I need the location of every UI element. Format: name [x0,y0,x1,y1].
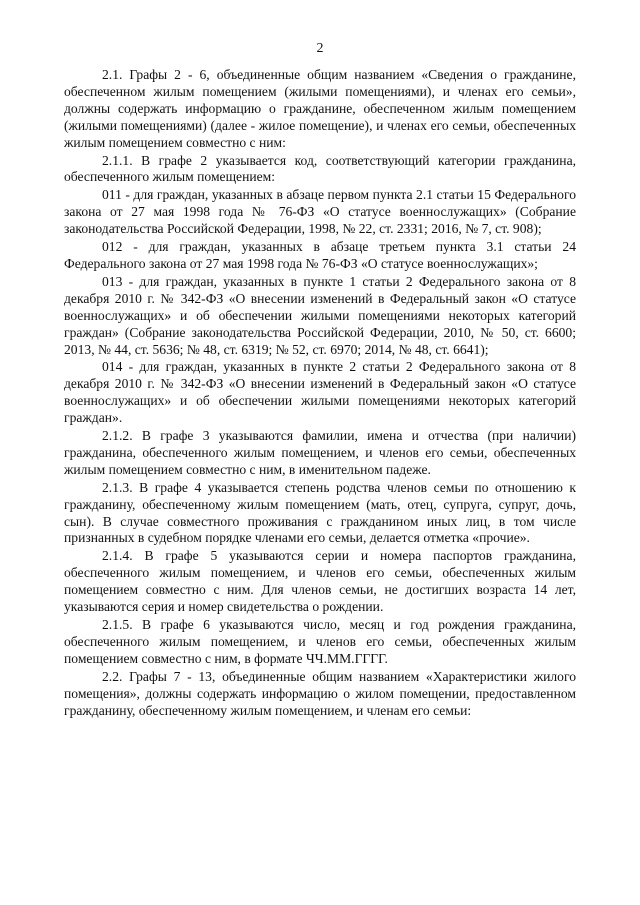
paragraph-code-014: 014 - для граждан, указанных в пункте 2 статьи 2 Федерального закона от 8 декабря 2010 г. № 342-ФЗ «О внесении изменений в Федеральный закон «О статусе военнослужащих» и об обеспечении жилыми помещениями некоторых категорий граждан». [64,359,576,426]
page-number: 2 [316,41,324,56]
paragraph-code-013: 013 - для граждан, указанных в пункте 1 статьи 2 Федерального закона от 8 декабря 2010 г. № 342-ФЗ «О внесении изменений в Федеральный закон «О статусе военнослужащих» и об обеспечении жилыми помещениями некоторых категорий граждан» (Собрание законодательства Российской Федерации, 2010, № 50, ст. 6600; 2013, № 44, ст. 5636; № 48, ст. 6319; № 52, ст. 6970; 2014, № 48, ст. 6641); [64,273,576,357]
paragraph-2-1: 2.1. Графы 2 - 6, объединенные общим названием «Сведения о гражданине, обеспеченном жилым помещением (жилыми помещениями), и членах его семьи», должны содержать информацию о гражданине, обеспеченном жилым помещением (жилыми помещениями) (далее - жилое помещение), и членах его семьи, обеспеченных жилым помещением совместно с ним: [64,67,576,150]
paragraph-2-1-3: 2.1.3. В графе 4 указывается степень родства членов семьи по отношению к гражданину, обеспеченному жилым помещением (мать, отец, супруга, супруг, дочь, сын). В случае совместного проживания с гражданином иных лиц, в том числе признанных в судебном порядке членами его семьи, делается отметка «прочие». [64,479,576,546]
paragraph-code-012: 012 - для граждан, указанных в абзаце третьем пункта 3.1 статьи 24 Федерального закона от 27 мая 1998 года № 76-ФЗ «О статусе военнослужащих»; [64,239,576,271]
paragraph-2-1-5: 2.1.5. В графе 6 указываются число, месяц и год рождения гражданина, обеспеченного жилым помещением, и членов его семьи, обеспеченных жилым помещением совместно с ним, в формате ЧЧ.ММ.ГГГГ. [64,617,576,666]
document-page [64,40,576,719]
paragraph-2-2: 2.2. Графы 7 - 13, объединенные общим названием «Характеристики жилого помещения», должны содержать информацию о жилом помещении, предоставленном гражданину, обеспеченному жилым помещением, и членам его семьи: [64,668,576,718]
paragraph-code-011: 011 - для граждан, указанных в абзаце первом пункта 2.1 статьи 15 Федерального закона от 27 мая 1998 года № 76-ФЗ «О статусе военнослужащих» (Собрание законодательства Российской Федерации, 1998, № 22, ст. 2331; 2016, № 7, ст. 908); [64,187,576,237]
paragraph-2-1-1: 2.1.1. В графе 2 указывается код, соответствующий категории гражданина, обеспеченного жилым помещением: [64,152,576,185]
paragraph-2-1-2: 2.1.2. В графе 3 указываются фамилии, имена и отчества (при наличии) гражданина, обеспеченного жилым помещением, и членов его семьи, обеспеченных жилым помещением совместно с ним, в именительном падеже. [64,428,576,477]
paragraph-2-1-4: 2.1.4. В графе 5 указываются серии и номера паспортов гражданина, обеспеченного жилым помещением, и членов его семьи, обеспеченных жилым помещением совместно с ним. Для членов семьи, не достигших возраста 14 лет, указываются серия и номер свидетельства о рождении. [64,548,576,615]
